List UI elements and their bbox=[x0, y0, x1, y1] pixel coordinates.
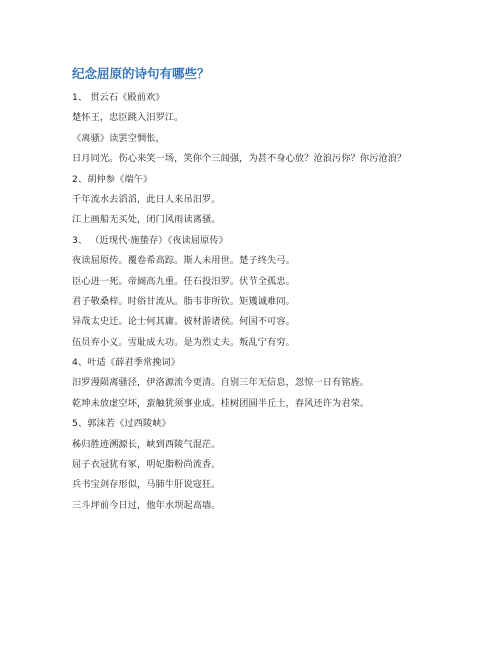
poem-heading: 2、胡仲参《端午》 bbox=[72, 173, 153, 185]
poem-heading: 1、 贯云石《殿前欢》 bbox=[72, 92, 165, 103]
poem-heading: 4、叶适《薛君季常挽词》 bbox=[72, 357, 181, 369]
poem-line: 日月同光。伤心来笑一场，笑你个三闾强，为甚不身心放？沧浪污你？你污沧浪？ bbox=[72, 153, 407, 165]
poem-line: 屈子衣冠犹有冢，明妃脂粉尚流香。 bbox=[72, 459, 221, 471]
poem-list bbox=[72, 88, 470, 516]
poem-heading: 3、 （近现代·施蛰存）《夜读屈原传》 bbox=[72, 234, 228, 246]
poem-line: 君子敬桑梓。时俗甘流从。脂韦非所钦。矩矱诚难同。 bbox=[72, 295, 295, 307]
poem-line: 夜读屈原传。覆卷希高踪。斯人未用世。楚子终失弓。 bbox=[72, 255, 295, 267]
poem-line: 楚怀王，忠臣跳入汨罗江。 bbox=[72, 112, 184, 124]
poem-line: 三斗坪前今日过，他年水坝起高墙。 bbox=[72, 499, 221, 511]
poem-line: 兵书宝剑存形似，马肺牛肝说寇狂。 bbox=[72, 479, 221, 491]
poem-heading: 5、郭沫若《过西陵峡》 bbox=[72, 418, 171, 430]
poem-line: 汨罗漫陨离骚泾，伊洛源流今更清。自别三年无信息，忽惊一日有铭旌。 bbox=[72, 377, 370, 389]
poem-line: 千年流水去滔滔，此日人来吊汨罗。 bbox=[72, 193, 221, 205]
poem-line: 秭归胜迹溯源长，峡到西陵气混茫。 bbox=[72, 438, 221, 450]
poem-line: 乾坤未放虚空坏，蛮触犹须事业成。桂树团圆半丘土，春风还许为君荣。 bbox=[72, 397, 370, 409]
poem-line: 江上画船无买处，闭门风雨读离骚。 bbox=[72, 214, 221, 226]
page-title: 纪念屈原的诗句有哪些？ bbox=[72, 66, 210, 81]
poem-line: 异哉太史迁。论士何其庸。彼材游诸侯。何国不可容。 bbox=[72, 316, 295, 328]
poem-line: 《离骚》读罢空惆怅， bbox=[72, 132, 165, 144]
poem-line: 伍员弃小义。雪耻成大功。是为烈丈夫。叛乱宁有穷。 bbox=[72, 336, 295, 348]
poem-line: 臣心迸一死。帝阍高九重。任石投汨罗。伏节全孤忠。 bbox=[72, 275, 295, 287]
